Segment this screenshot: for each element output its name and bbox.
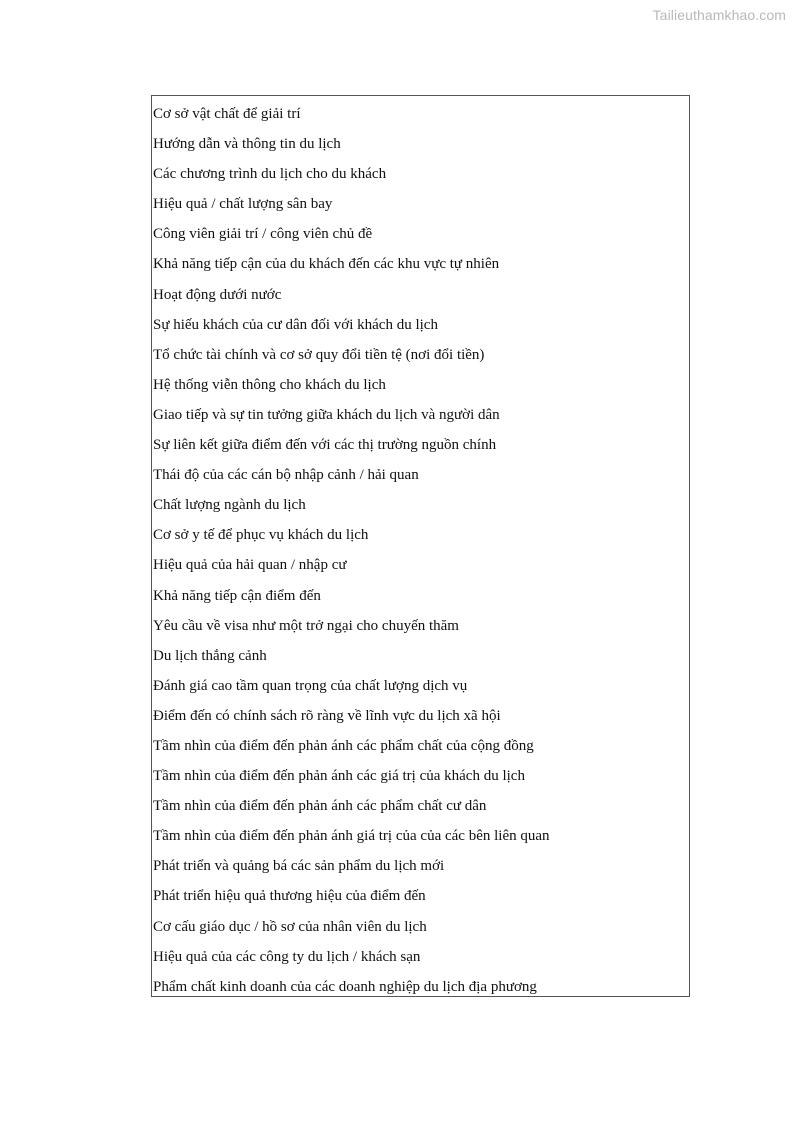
table-row: Hướng dẫn và thông tin du lịch [153, 136, 341, 153]
table-row: Đánh giá cao tầm quan trọng của chất lượng dịch vụ [153, 677, 468, 694]
table-row: Hiệu quả của các công ty du lịch / khách sạn [153, 948, 421, 965]
watermark-text: Tailieuthamkhao.com [652, 7, 786, 23]
table-row: Hiệu quả / chất lượng sân bay [153, 196, 333, 213]
table-row: Hiệu quả của hải quan / nhập cư [153, 557, 347, 574]
table-row: Hoạt động dưới nước [153, 286, 282, 303]
table-row: Tổ chức tài chính và cơ sở quy đổi tiền tệ (nơi đổi tiền) [153, 346, 485, 363]
table-row: Yêu cầu về visa như một trở ngại cho chuyến thăm [153, 617, 459, 634]
table-row: Hệ thống viễn thông cho khách du lịch [153, 376, 386, 393]
table-row: Phát triển và quảng bá các sản phẩm du lịch mới [153, 858, 445, 875]
table-row: Phẩm chất kinh doanh của các doanh nghiệp du lịch địa phương [153, 978, 537, 995]
table-row: Giao tiếp và sự tin tưởng giữa khách du lịch và người dân [153, 406, 500, 423]
table-row: Các chương trình du lịch cho du khách [153, 166, 387, 183]
criteria-list [152, 99, 550, 1002]
table-row: Cơ sở y tế để phục vụ khách du lịch [153, 527, 369, 544]
table-row: Du lịch thắng cảnh [153, 647, 267, 664]
criteria-table [151, 95, 690, 997]
table-row: Cơ sở vật chất để giải trí [153, 106, 301, 122]
table-row: Điểm đến có chính sách rõ ràng về lĩnh vực du lịch xã hội [153, 707, 501, 724]
table-row: Tầm nhìn của điểm đến phản ánh các phẩm chất của cộng đồng [153, 737, 534, 754]
table-row: Khả năng tiếp cận điểm đến [153, 587, 321, 604]
table-row: Sự hiếu khách của cư dân đối với khách du lịch [153, 316, 438, 333]
table-row: Cơ cấu giáo dục / hồ sơ của nhân viên du lịch [153, 918, 427, 935]
table-row: Công viên giải trí / công viên chủ đề [153, 226, 373, 243]
table-row: Phát triển hiệu quả thương hiệu của điểm đến [153, 888, 426, 905]
table-row: Tầm nhìn của điểm đến phản ánh giá trị của của các bên liên quan [153, 828, 550, 845]
table-row: Tầm nhìn của điểm đến phản ánh các phẩm chất cư dân [153, 798, 487, 815]
table-row: Chất lượng ngành du lịch [153, 497, 306, 514]
table-row: Khả năng tiếp cận của du khách đến các khu vực tự nhiên [153, 256, 500, 273]
table-row: Tầm nhìn của điểm đến phản ánh các giá trị của khách du lịch [153, 768, 525, 785]
table-row: Thái độ của các cán bộ nhập cảnh / hải quan [153, 467, 419, 484]
table-row: Sự liên kết giữa điểm đến với các thị trường nguồn chính [153, 437, 497, 454]
